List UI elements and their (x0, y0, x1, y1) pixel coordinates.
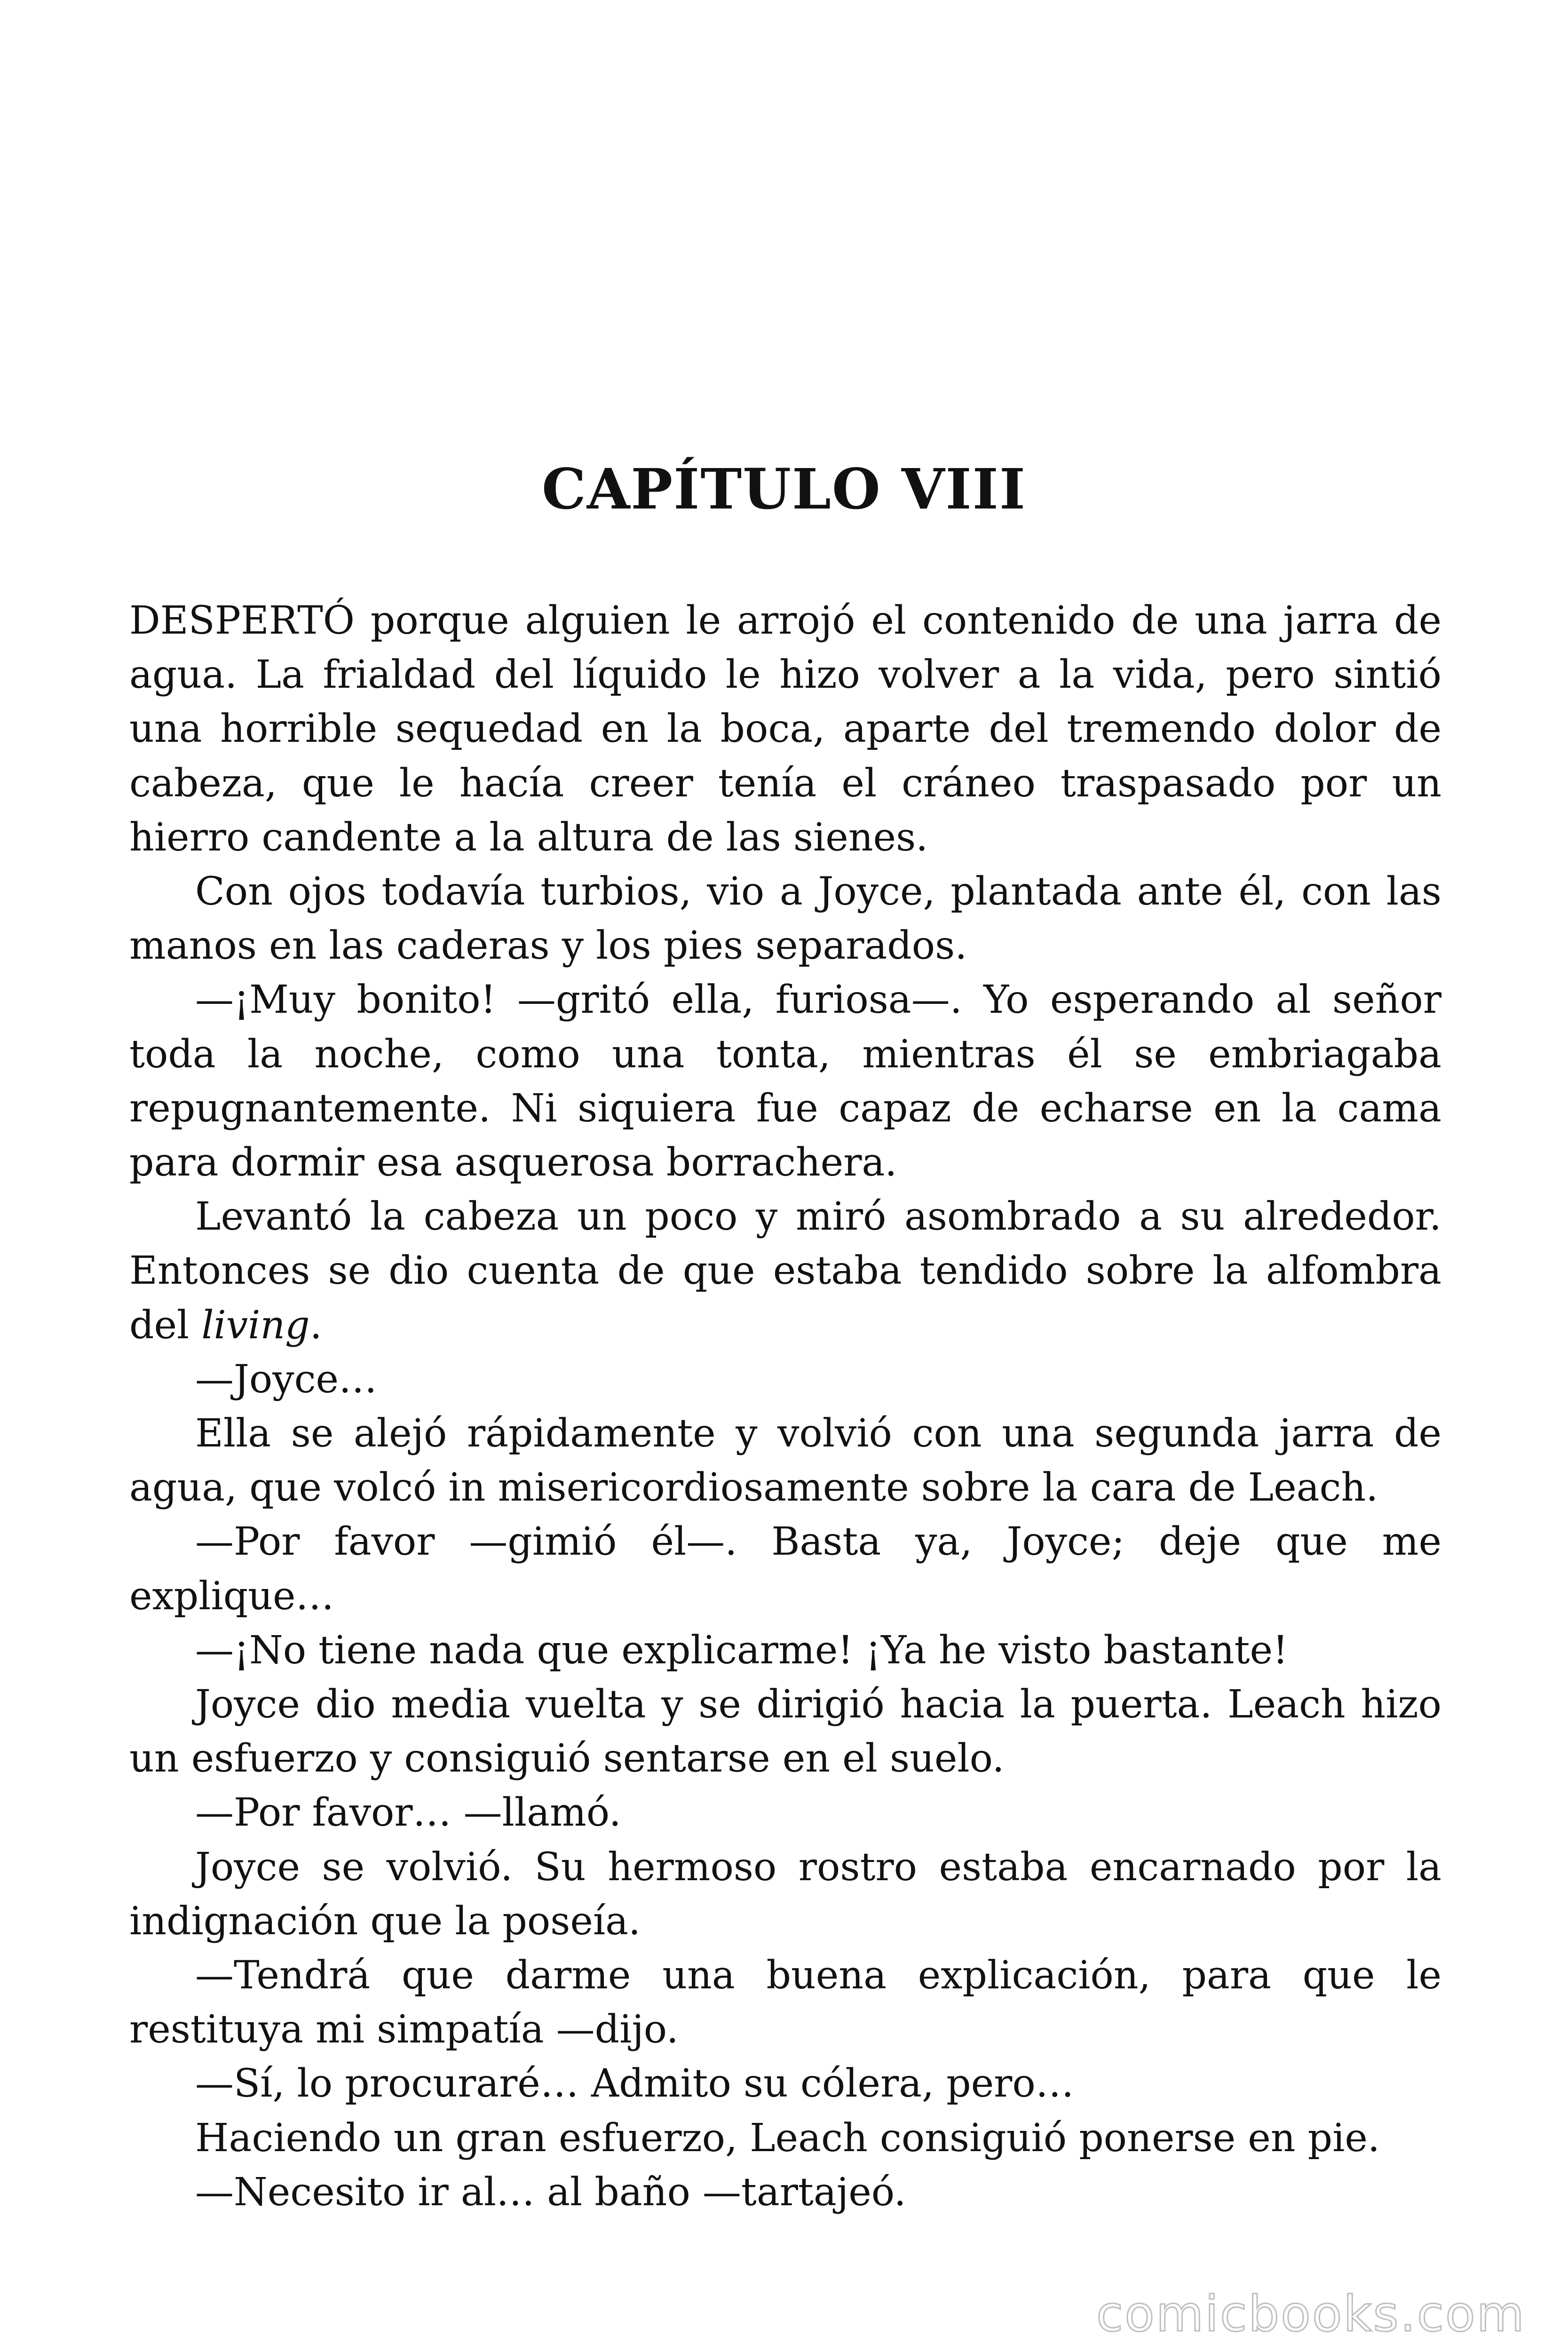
chapter-title: CAPÍTULO VIII (541, 456, 1027, 522)
watermark: comicbooks.com (1096, 2285, 1526, 2343)
paragraph: —¡Muy bonito! —gritó ella, furiosa—. Yo esperando al señor toda la noche, como una tonta, mientras él se embriagaba repugnantemente. Ni siquiera fue capaz de echarse en la cama para dormir esa asquerosa borrachera. (129, 977, 1441, 1185)
paragraph: DESPERTÓ porque alguien le arrojó el contenido de una jarra de agua. La frialdad del líquido le hizo volver a la vida, pero sintió una horrible sequedad en la boca, aparte del tremendo dolor de cabeza, que le hacía creer tenía el cráneo traspasado por un hierro candente a la altura de las sienes. (129, 598, 1441, 860)
paragraph: —Sí, lo procuraré… Admito su cólera, pero… (195, 2061, 1074, 2106)
paragraph: —Necesito ir al… al baño —tartajeó. (195, 2169, 906, 2215)
paragraph: —¡No tiene nada que explicarme! ¡Ya he visto bastante! (195, 1628, 1288, 1673)
paragraph: Joyce se volvió. Su hermoso rostro estaba encarnado por la indignación que la poseía. (129, 1844, 1441, 1944)
paragraph-text: Levantó la cabeza un poco y miró asombrado a su alrededor. Entonces se dio cuenta de que estaba tendido sobre la alfombra del (129, 1194, 1441, 1348)
italic-word: living (201, 1303, 310, 1348)
paragraph: —Tendrá que darme una buena explicación, para que le restituya mi simpatía —dijo. (129, 1953, 1441, 2052)
paragraph: Con ojos todavía turbios, vio a Joyce, plantada ante él, con las manos en las caderas y los pies separados. (129, 869, 1441, 969)
paragraph: Joyce dio media vuelta y se dirigió hacia la puerta. Leach hizo un esfuerzo y consiguió sentarse en el suelo. (129, 1682, 1441, 1781)
paragraph: —Por favor —gimió él—. Basta ya, Joyce; deje que me explique… (129, 1519, 1441, 1619)
paragraph: —Por favor… —llamó. (195, 1790, 621, 1836)
paragraph: Ella se alejó rápidamente y volvió con una segunda jarra de agua, que volcó in misericordiosamente sobre la cara de Leach. (129, 1411, 1441, 1510)
paragraph-punctuation: . (309, 1303, 322, 1348)
paragraph: —Joyce… (195, 1357, 378, 1402)
paragraph (129, 1190, 1441, 1352)
chapter-body (129, 594, 1441, 2219)
paragraph: Haciendo un gran esfuerzo, Leach consiguió ponerse en pie. (195, 2115, 1380, 2161)
